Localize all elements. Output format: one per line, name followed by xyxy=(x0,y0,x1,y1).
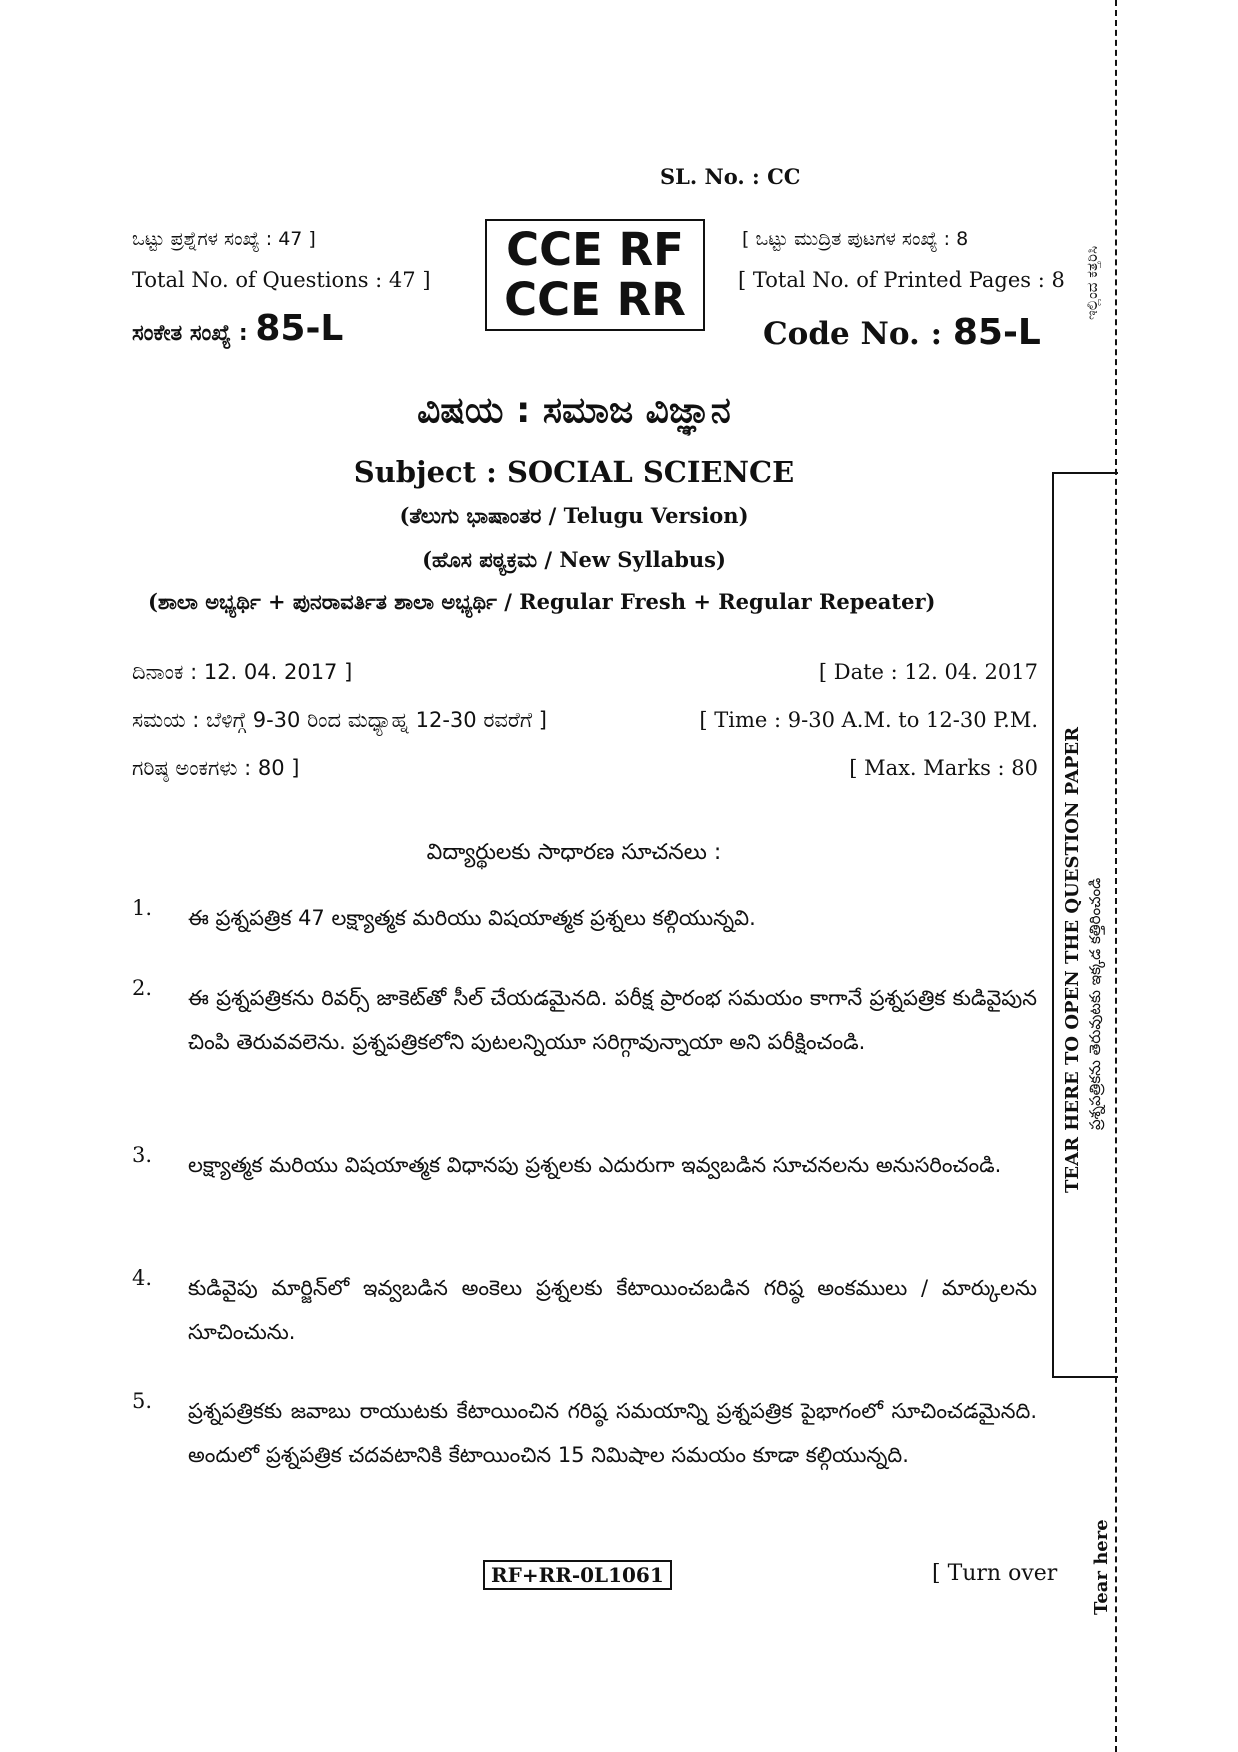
tear-here-label: Tear here xyxy=(1091,1519,1112,1615)
instruction-text: లక్ష్యాత్మక మరియు విషయాత్మక విధానపు ప్రశ్నలకు ఎదురుగా ఇవ్వబడిన సూచనలను అనుసరించండి. xyxy=(188,1153,1002,1177)
tear-here-telugu-label: ప్రశ్నపత్రికను తెరువుటకు ఇక్కడ కత్తిరించండి xyxy=(1086,877,1104,1130)
instruction-text: ఈ ప్రశ్నపత్రికను రివర్స్ జాకెట్‌తో సీల్ చేయడమైనది. పరీక్ష ప్రారంభ సమయం కాగానే ప్రశ్నపత్రిక కుడివైపున చింపి తెరువవలెను. ప్రశ్నపత్రికలోని పుటలన్నియూ సరిగ్గావున్నాయా అని పరీక్షించండి. xyxy=(188,986,1037,1054)
kannada-code-value: 85-L xyxy=(255,308,344,349)
kannada-total-questions: ಒಟ್ಟು ಪ್ರಶ್ನೆಗಳ ಸಂಖ್ಯೆ : 47 ] xyxy=(132,228,316,250)
exam-code-box xyxy=(485,219,705,331)
english-max-marks: [ Max. Marks : 80 xyxy=(849,756,1038,780)
english-time: [ Time : 9-30 A.M. to 12-30 P.M. xyxy=(699,708,1038,732)
serial-number: SL. No. : CC xyxy=(660,164,801,189)
english-date: [ Date : 12. 04. 2017 xyxy=(818,660,1038,684)
cut-here-kannada-label: ಇಲ್ಲಿಂದ ಕತ್ತರಿಸಿ xyxy=(1083,245,1101,320)
instruction-number: 2. xyxy=(132,976,153,1000)
kannada-code-label: ಸಂಕೇತ ಸಂಖ್ಯೆ : xyxy=(132,321,248,346)
kannada-code-number xyxy=(132,308,343,349)
instruction-number: 5. xyxy=(132,1389,153,1413)
turn-over-note: [ Turn over xyxy=(932,1561,1058,1586)
version-line: (ತೆಲುಗು ಭಾಷಾಂತರ / Telugu Version) xyxy=(399,503,749,528)
instruction-number: 1. xyxy=(132,896,153,920)
instruction-text: ఈ ప్రశ్నపత్రిక 47 లక్ష్యాత్మక మరియు విషయాత్మక ప్రశ్నలు కల్గియున్నవి. xyxy=(188,906,756,930)
kannada-time: ಸಮಯ : ಬೆಳಿಗ್ಗೆ 9-30 ರಿಂದ ಮಧ್ಯಾಹ್ನ 12-30 ರವರೆಗೆ ] xyxy=(132,708,547,732)
kannada-total-pages: [ ಒಟ್ಟು ಮುದ್ರಿತ ಪುಟಗಳ ಸಂಖ್ಯೆ : 8 xyxy=(742,228,969,250)
kannada-subject-title: ವಿಷಯ : ಸಮಾಜ ವಿಜ್ಞಾನ xyxy=(417,390,731,431)
instruction-text: ప్రశ్నపత్రికకు జవాబు రాయుటకు కేటాయించిన గరిష్ఠ సమయాన్ని ప్రశ్నపత్రిక పైభాగంలో సూచించడమైనది. అందులో ప్రశ్నపత్రిక చదవటానికి కేటాయించిన 15 నిమిషాల సమయం కూడా కల్గియున్నది. xyxy=(188,1399,1037,1467)
english-total-pages: [ Total No. of Printed Pages : 8 xyxy=(738,268,1065,292)
kannada-date: ದಿನಾಂಕ : 12. 04. 2017 ] xyxy=(132,660,353,684)
instruction-text: కుడివైపు మార్జిన్‌లో ఇవ్వబడిన అంకెలు ప్రశ్నలకు కేటాయించబడిన గరిష్ఠ అంకములు / మార్కులను సూచించును. xyxy=(188,1276,1037,1344)
english-code-label: Code No. : xyxy=(763,316,943,352)
english-total-questions: Total No. of Questions : 47 ] xyxy=(132,268,431,292)
instructions-title: విద్యార్థులకు సాధారణ సూచనలు : xyxy=(426,840,722,865)
english-code-value: 85-L xyxy=(952,312,1041,353)
instruction-number: 3. xyxy=(132,1143,153,1167)
exam-code-line1: CCE RF xyxy=(506,223,684,276)
english-subject-title: Subject : SOCIAL SCIENCE xyxy=(353,455,795,489)
candidate-type-line: (ಶಾಲಾ ಅಭ್ಯರ್ಥಿ + ಪುನರಾವರ್ತಿತ ಶಾಲಾ ಅಭ್ಯರ್ಥಿ / Regular Fresh + Regular Repeater) xyxy=(148,589,936,614)
instruction-number: 4. xyxy=(132,1266,153,1290)
syllabus-line: (ಹೊಸ ಪಠ್ಯಕ್ರಮ / New Syllabus) xyxy=(422,547,726,572)
english-code-number xyxy=(763,312,1041,353)
tear-here-english-label: TEAR HERE TO OPEN THE QUESTION PAPER xyxy=(1062,726,1083,1193)
paper-code-box: RF+RR-0L1061 xyxy=(483,1560,672,1590)
exam-code-line2: CCE RR xyxy=(504,273,686,326)
kannada-max-marks: ಗರಿಷ್ಠ ಅಂಕಗಳು : 80 ] xyxy=(132,756,300,780)
